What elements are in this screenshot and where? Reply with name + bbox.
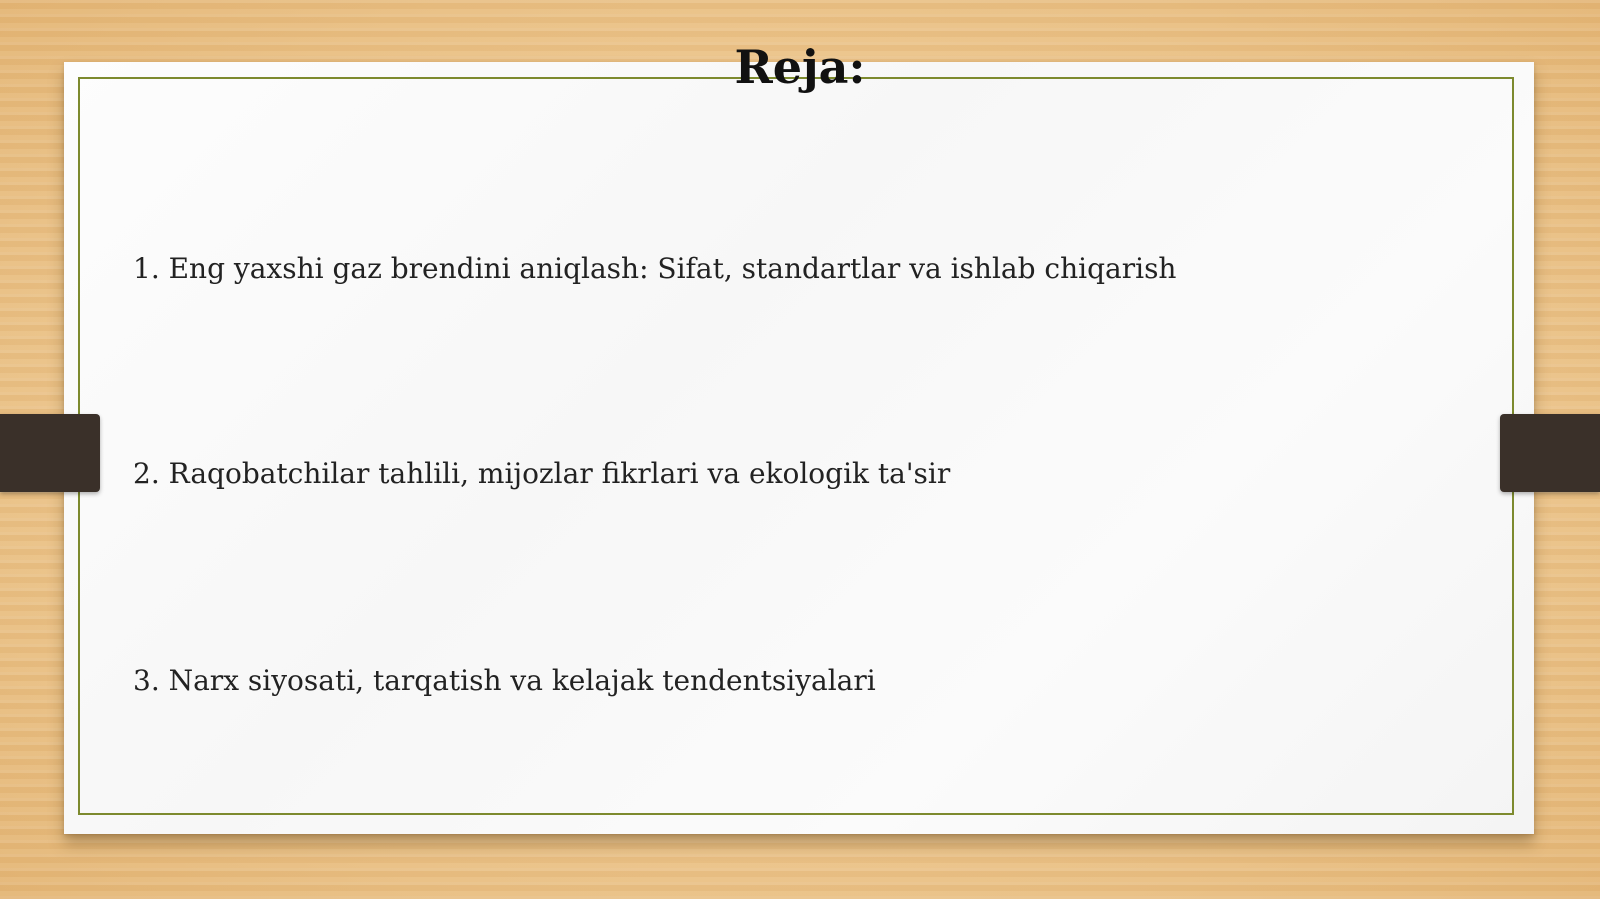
slide-card [64,62,1534,834]
right-binder-clip [1500,414,1600,492]
slide-frame-border [78,77,1514,815]
plan-item-1: 1. Eng yaxshi gaz brendini aniqlash: Sifat, standartlar va ishlab chiqarish [133,252,1177,285]
plan-item-3: 3. Narx siyosati, tarqatish va kelajak tendentsiyalari [133,664,876,697]
slide-title: Reja: [734,40,866,94]
left-binder-clip [0,414,100,492]
plan-item-2: 2. Raqobatchilar tahlili, mijozlar fikrlari va ekologik ta'sir [133,457,951,490]
